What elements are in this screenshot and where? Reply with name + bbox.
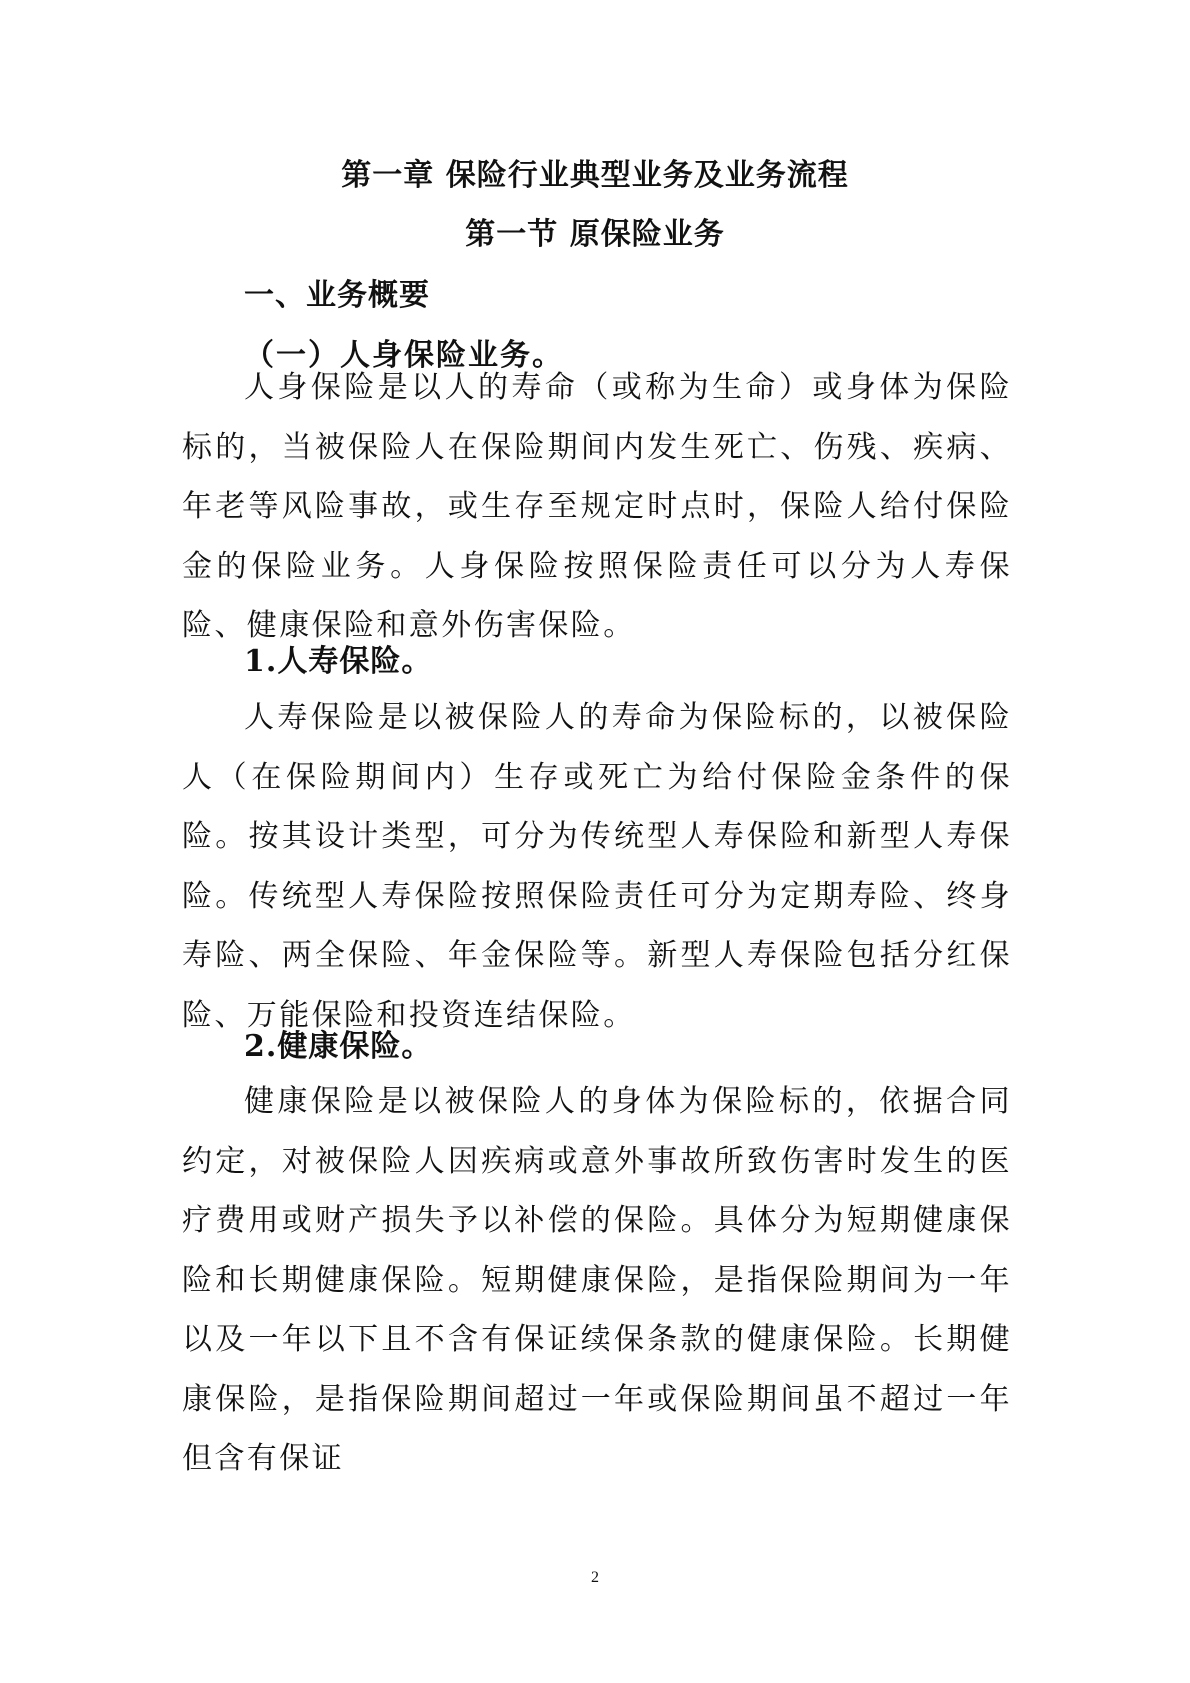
heading-health-insurance: 2.健康保险。 bbox=[244, 1029, 433, 1064]
paragraph-personal-insurance: 人身保险是以人的寿命（或称为生命）或身体为保险标的，当被保险人在保险期间内发生死亡、伤残、疾病、年老等风险事故，或生存至规定时点时，保险人给付保险金的保险业务。人身保险按照保险责任可以分为人寿保险、健康保险和意外伤害保险。 bbox=[182, 370, 1012, 643]
page-number: 2 bbox=[591, 1569, 599, 1586]
paragraph-health-insurance: 健康保险是以被保险人的身体为保险标的，依据合同约定，对被保险人因疾病或意外事故所致伤害时发生的医疗费用或财产损失予以补偿的保险。具体分为短期健康保险和长期健康保险。短期健康保险，是指保险期间为一年以及一年以下且不含有保证续保条款的健康保险。长期健康保险，是指保险期间超过一年或保险期间虽不超过一年但含有保证 bbox=[182, 1084, 1012, 1476]
heading-life-insurance: 1.人寿保险。 bbox=[244, 644, 433, 679]
chapter-title: 第一章 保险行业典型业务及业务流程 bbox=[341, 158, 849, 193]
heading-business-overview: 一、业务概要 bbox=[244, 278, 430, 313]
paragraph-life-insurance: 人寿保险是以被保险人的寿命为保险标的，以被保险人（在保险期间内）生存或死亡为给付保险金条件的保险。按其设计类型，可分为传统型人寿保险和新型人寿保险。传统型人寿保险按照保险责任可分为定期寿险、终身寿险、两全保险、年金保险等。新型人寿保险包括分红保险、万能保险和投资连结保险。 bbox=[182, 700, 1012, 1033]
heading-personal-insurance: （一）人身保险业务。 bbox=[244, 338, 564, 373]
section-title: 第一节 原保险业务 bbox=[465, 217, 725, 252]
